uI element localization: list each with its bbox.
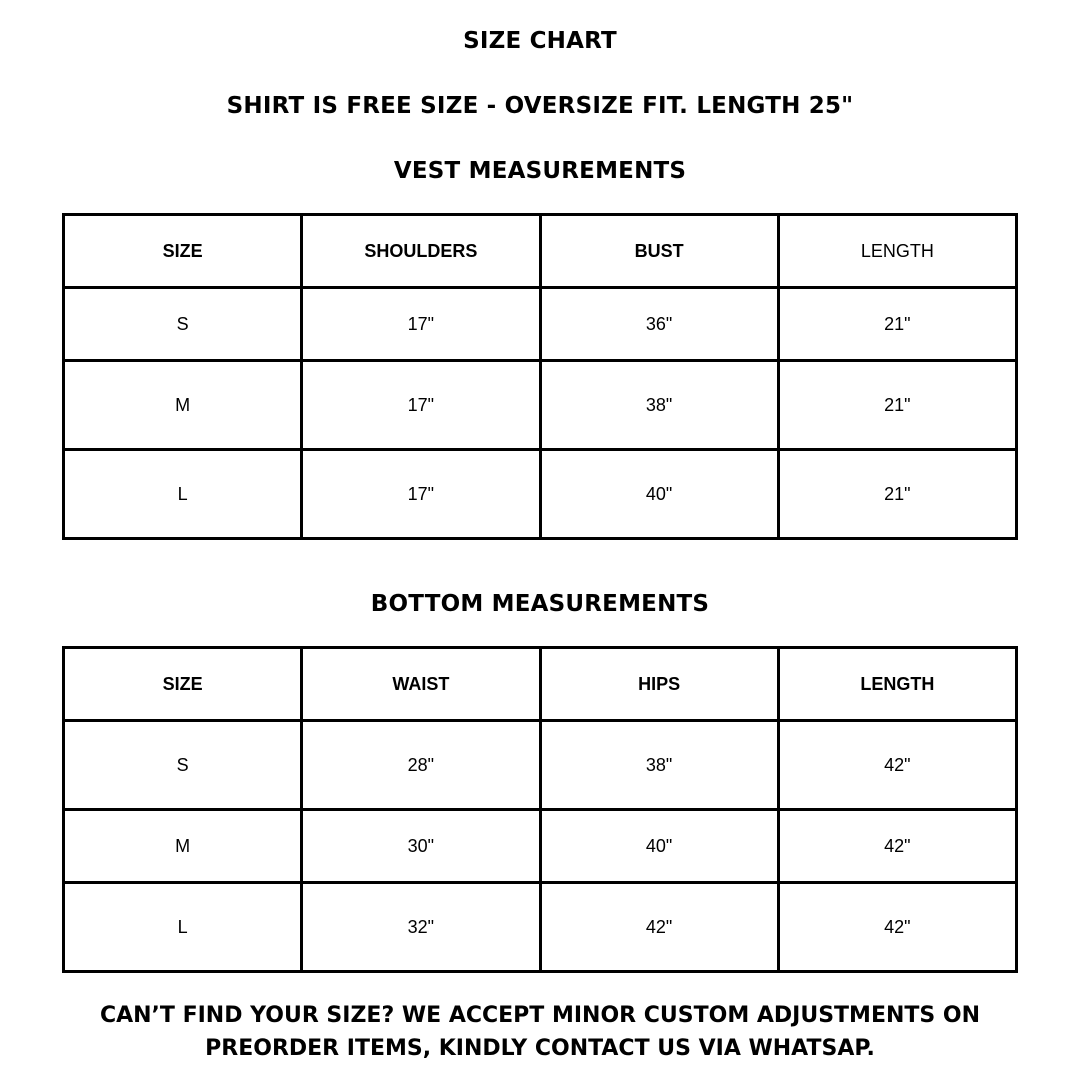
cell-size: M xyxy=(64,361,302,450)
cell-size: S xyxy=(64,721,302,810)
cell-size: L xyxy=(64,450,302,539)
cell-length: 42" xyxy=(778,883,1016,972)
footer-line-1: CAN’T FIND YOUR SIZE? WE ACCEPT MINOR CUSTOM ADJUSTMENTS ON xyxy=(99,1003,981,1028)
bottom-measurements-heading: BOTTOM MEASUREMENTS xyxy=(370,591,710,617)
cell-bust: 36" xyxy=(540,288,778,361)
cell-shoulders: 17" xyxy=(302,450,540,539)
table-row xyxy=(64,810,1017,883)
header-waist: WAIST xyxy=(302,648,540,721)
cell-length: 21" xyxy=(778,361,1016,450)
header-length: LENGTH xyxy=(778,648,1016,721)
header-size: SIZE xyxy=(64,648,302,721)
cell-length: 42" xyxy=(778,721,1016,810)
custom-adjustment-note xyxy=(0,999,1080,1065)
table-header-row xyxy=(64,215,1017,288)
table-row xyxy=(64,883,1017,972)
header-shoulders: SHOULDERS xyxy=(302,215,540,288)
table-row xyxy=(64,288,1017,361)
cell-waist: 32" xyxy=(302,883,540,972)
vest-measurements-heading: VEST MEASUREMENTS xyxy=(393,158,687,184)
header-hips: HIPS xyxy=(540,648,778,721)
vest-measurements-table xyxy=(62,213,1018,540)
cell-length: 21" xyxy=(778,288,1016,361)
bottom-measurements-table xyxy=(62,646,1018,973)
header-bust: BUST xyxy=(540,215,778,288)
cell-size: M xyxy=(64,810,302,883)
table-row xyxy=(64,721,1017,810)
table-header-row xyxy=(64,648,1017,721)
shirt-size-note: SHIRT IS FREE SIZE - OVERSIZE FIT. LENGTH 25" xyxy=(226,93,854,119)
table-row xyxy=(64,450,1017,539)
cell-size: S xyxy=(64,288,302,361)
table-row xyxy=(64,361,1017,450)
header-size: SIZE xyxy=(64,215,302,288)
cell-waist: 28" xyxy=(302,721,540,810)
cell-waist: 30" xyxy=(302,810,540,883)
cell-shoulders: 17" xyxy=(302,288,540,361)
cell-bust: 40" xyxy=(540,450,778,539)
cell-length: 21" xyxy=(778,450,1016,539)
cell-length: 42" xyxy=(778,810,1016,883)
footer-line-2: PREORDER ITEMS, KINDLY CONTACT US VIA WHATSAP. xyxy=(205,1036,875,1061)
cell-size: L xyxy=(64,883,302,972)
cell-shoulders: 17" xyxy=(302,361,540,450)
cell-hips: 40" xyxy=(540,810,778,883)
cell-hips: 38" xyxy=(540,721,778,810)
header-length: LENGTH xyxy=(778,215,1016,288)
cell-hips: 42" xyxy=(540,883,778,972)
page-title: SIZE CHART xyxy=(463,28,617,54)
cell-bust: 38" xyxy=(540,361,778,450)
